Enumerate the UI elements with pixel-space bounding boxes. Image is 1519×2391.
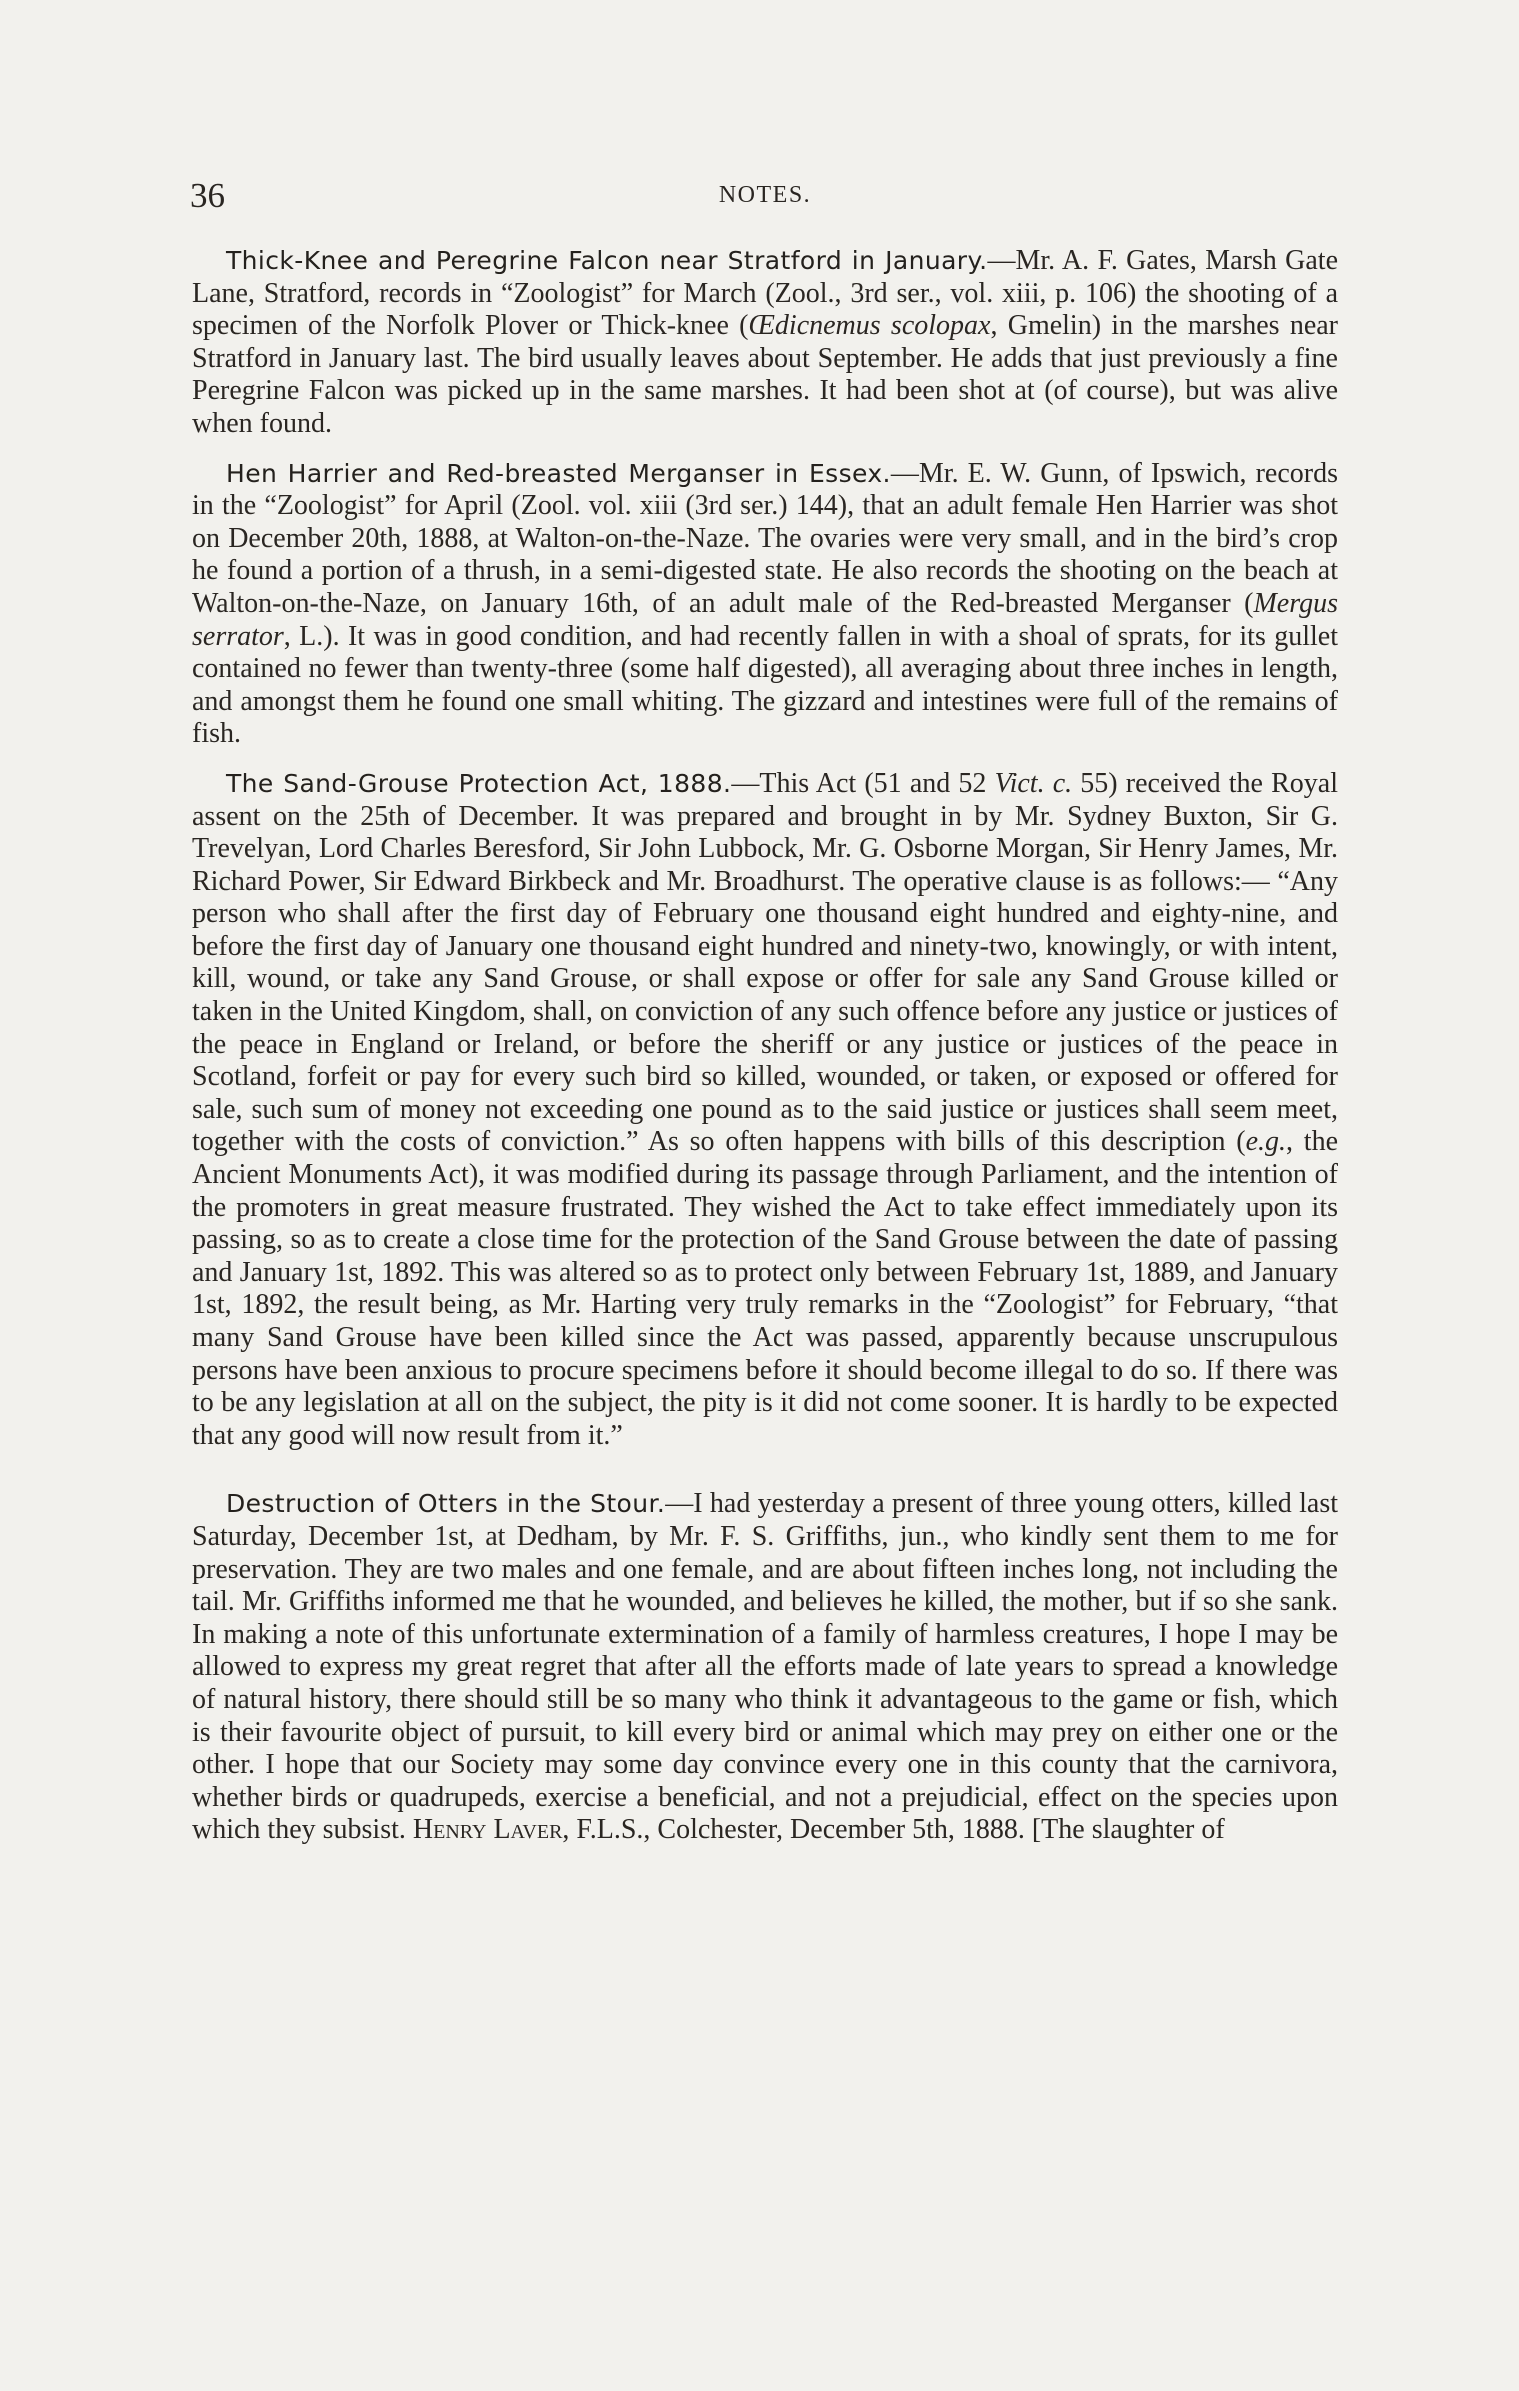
note-heading: Destruction of Otters in the Stour. <box>226 1489 666 1519</box>
note-sand-grouse-act <box>192 768 1338 1452</box>
note-otters-stour <box>192 1488 1338 1847</box>
note-text: —Mr. E. W. Gunn, of Ipswich, records in the “Zoologist” for April (Zool. vol. xiii (3rd ser.) 144), that an adult female Hen Harrier was shot on December 20th, 1888, at Walton-on-the-Naze. The ovaries were very small, and in the bird’s crop he found a portion of a thrush, in a semi-digested state. He also records the shooting on the beach at Walton-on-the-Naze, on January 16th, of an adult male of the Red-breasted Merganser ( <box>192 457 1338 619</box>
running-head <box>190 176 1340 216</box>
note-hen-harrier-merganser <box>192 458 1338 751</box>
species-name: Œdicnemus scolopax <box>748 310 991 342</box>
note-heading: The Sand-Grouse Protection Act, 1888. <box>226 768 732 798</box>
abbreviation: e.g. <box>1245 1126 1287 1158</box>
page-number: 36 <box>190 176 225 215</box>
note-heading: Hen Harrier and Red-breasted Merganser in Essex. <box>226 458 891 488</box>
note-thick-knee-peregrine <box>192 245 1338 441</box>
note-text: 55) received the Royal assent on the 25th of December. It was prepared and brought in by Mr. Sydney Buxton, Sir G. Trevelyan, Lord Charles Beresford, Sir John Lubbock, Mr. G. Osborne Morgan, Sir Henry James, Mr. Richard Power, Sir Edward Birkbeck and Mr. Broadhurst. The operative clause is as follows:— “Any person who shall after the first day of February one thousand eight hundred and eighty-nine, and before the first day of January one thousand eight hundred and ninety-two, knowingly, or with intent, kill, wound, or take any Sand Grouse, or shall expose or offer for sale any Sand Grouse killed or taken in the United Kingdom, shall, on conviction of any such offence before any justice or justices of the peace in England or Ireland, or before the sheriff or any justice or justices of the peace in Scotland, forfeit or pay for every such bird so killed, wounded, or taken, or exposed or offered for sale, such sum of money not exceeding one pound as to the said justice or justices shall seem meet, together with the costs of conviction.” As so often happens with bills of this description ( <box>192 767 1338 1158</box>
note-text: , the Ancient Monuments Act), it was modified during its passage through Parliament, and the intention of the promoters in great measure frustrated. They wished the Act to take effect immediately upon its passing, so as to create a close time for the protection of the Sand Grouse between the date of passing and January 1st, 1892. This was altered so as to protect only between February 1st, 1889, and January 1st, 1892, the result being, as Mr. Harting very truly remarks in the “Zoologist” for February, “that many Sand Grouse have been killed since the Act was passed, apparently because unscrupulous persons have been anxious to procure specimens before it should become illegal to do so. If there was to be any legislation at all on the subject, the pity is it did not come sooner. It is hardly to be expected that any good will now result from it.” <box>192 1126 1338 1451</box>
notes-body <box>192 245 1338 1864</box>
note-text: , Gmelin) in the marshes near Stratford in January last. The bird usually leaves about September. He adds that just previously a fine Peregrine Falcon was picked up in the same marshes. It had been shot at (of course), but was alive when found. <box>192 310 1339 439</box>
species-name: Mergus serrator <box>192 587 1338 652</box>
note-text: , L.). It was in good condition, and had recently fallen in with a shoal of sprats, for its gullet contained no fewer than twenty-three (some half digested), all averaging about three inches in length, and amongst them he found one small whiting. The gizzard and intestines were full of the remains of fish. <box>192 620 1338 750</box>
statute-citation: Vict. c. <box>994 767 1073 799</box>
note-heading: Thick-Knee and Peregrine Falcon near Stratford in January. <box>226 246 988 275</box>
note-text: —This Act (51 and 52 <box>731 767 995 799</box>
author-name: Henry Laver <box>412 1814 563 1846</box>
note-text: —Mr. A. F. Gates, Marsh Gate Lane, Stratford, records in “Zoologist” for March (Zool., 3rd ser., vol. xiii, p. 106) the shooting of a specimen of the Norfolk Plover or Thick-knee ( <box>192 245 1338 342</box>
note-text: , F.L.S., Colchester, December 5th, 1888. [The slaughter of <box>562 1814 1225 1846</box>
running-title: NOTES. <box>718 182 812 208</box>
note-text: —I had yesterday a present of three young otters, killed last Saturday, December 1st, at Dedham, by Mr. F. S. Griffiths, jun., who kindly sent them to me for preservation. They are two males and one female, and are about fifteen inches long, not including the tail. Mr. Griffiths informed me that he wounded, and believes he killed, the mother, but if so she sank. In making a note of this unfortunate extermination of a family of harmless creatures, I hope I may be allowed to express my great regret that after all the efforts made of late years to spread a knowledge of natural history, there should still be so many who think it advantageous to the game or fish, which is their favourite object of pursuit, to kill every bird or animal which may prey on either one or the other. I hope that our Society may some day convince every one in this county that the carnivora, whether birds or quadrupeds, exercise a beneficial, and not a prejudicial, effect on the species upon which they subsist. <box>192 1488 1338 1846</box>
